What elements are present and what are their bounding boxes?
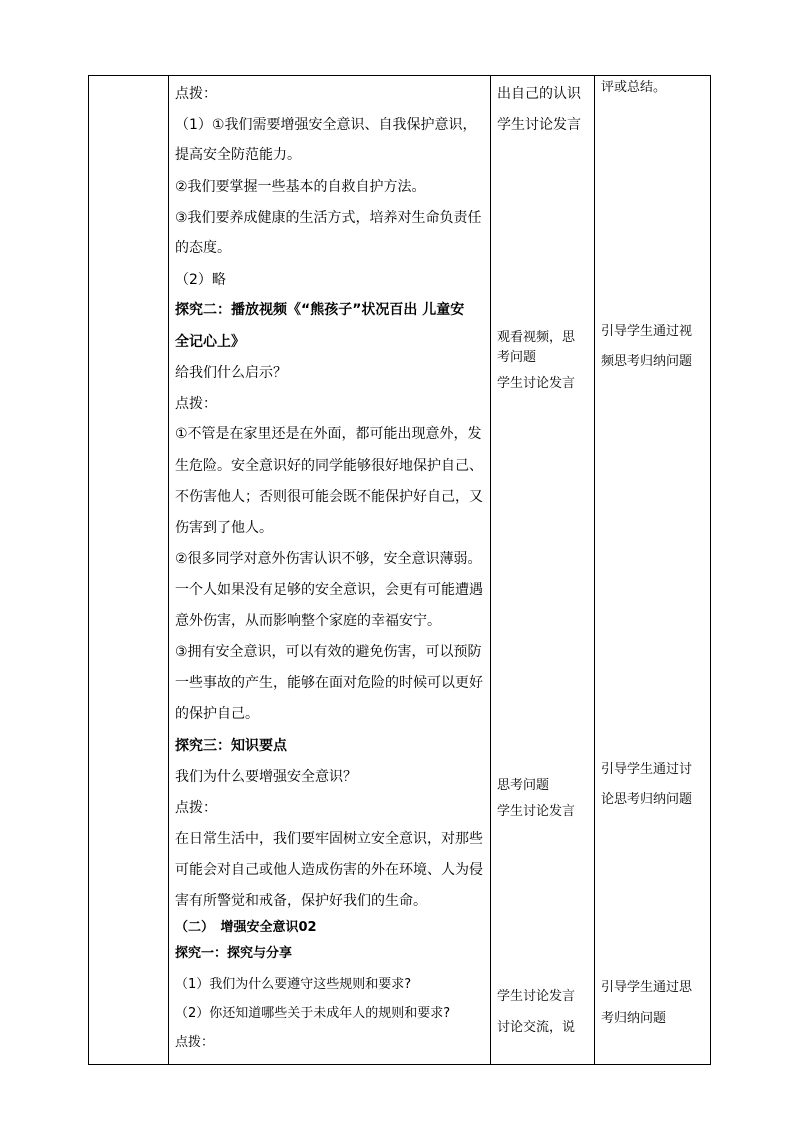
content-line: ③拥有安全意识，可以有效的避免伤害，可以预防 [175,644,482,660]
section-heading: 全记心上》 [175,334,245,350]
content-line: ②我们要掌握一些基本的自救自护方法。 [175,179,426,195]
teaching-content-cell [169,76,491,1065]
section-heading: 探究一：探究与分享 [175,946,293,961]
section-column-cell [89,76,169,1065]
content-line: 的保护自己。 [175,706,259,722]
content-line: （2）略 [175,272,226,288]
intent-line: 引导学生通过视 [601,324,693,339]
table-row [89,76,711,1065]
intent-line: 考归纳问题 [601,1011,667,1026]
content-line: ①不管是在家里还是在外面，都可能出现意外，发 [175,426,482,442]
content-line: 的态度。 [175,240,231,256]
section-heading: （二） 增强安全意识02 [175,920,317,935]
activity-line: 思考问题 [497,778,550,793]
intent-line: 频思考归纳问题 [601,354,693,369]
activity-line: 讨论交流，说 [497,1020,576,1035]
content-line: 提高安全防范能力。 [175,147,301,163]
content-line: 我们为什么要增强安全意识？ [175,769,357,785]
intent-line: 引导学生通过思 [601,980,693,995]
content-line: 给我们什么启示？ [175,365,287,381]
intent-line: 评或总结。 [601,80,667,95]
content-line: 不伤害他人；否则很可能会既不能保护好自己，又 [175,489,483,505]
activity-line: 学生讨论发言 [497,117,581,133]
content-line: ③我们要养成健康的生活方式，培养对生命负责任 [175,210,482,226]
activity-line: 观看视频，思 [497,330,576,345]
section-heading: 探究二：播放视频《“熊孩子”状况百出 儿童安 [175,302,465,318]
activity-line: 学生讨论发言 [497,989,576,1004]
content-line: 点拨： [175,1035,215,1050]
section-heading: 探究三：知识要点 [175,738,287,754]
content-line: ②很多同学对意外伤害认识不够，安全意识薄弱。 [175,551,482,567]
activity-line: 出自己的认识 [497,86,581,102]
activity-line: 学生讨论发言 [497,804,576,819]
content-line: （1）我们为什么要遵守这些规则和要求? [175,977,412,992]
intent-line: 论思考归纳问题 [601,792,693,807]
content-line: 一些事故的产生，能够在面对危险的时候可以更好 [175,675,483,691]
activity-line: 考问题 [497,350,537,365]
activity-line: 学生讨论发言 [497,376,576,391]
content-line: （1）①我们需要增强安全意识、自我保护意识， [175,117,477,133]
content-line: 点拨： [175,396,217,412]
content-line: 害有所警觉和戒备，保护好我们的生命。 [175,893,427,909]
content-line: 点拨： [175,800,217,816]
content-line: 一个人如果没有足够的安全意识，会更有可能遭遇 [175,582,483,598]
content-line: （2）你还知道哪些关于未成年人的规则和要求? [175,1006,451,1021]
intent-line: 引导学生通过讨 [601,762,693,777]
design-intent-cell [595,76,711,1065]
content-line: 点拨： [175,86,217,102]
content-line: 可能会对自己或他人造成伤害的外在环境、人为侵 [175,862,483,878]
lesson-plan-table [88,75,711,1065]
content-line: 生危险。安全意识好的同学能够很好地保护自己、 [175,458,483,474]
student-activity-cell [491,76,595,1065]
content-line: 伤害到了他人。 [175,520,273,536]
content-line: 在日常生活中，我们要牢固树立安全意识，对那些 [175,831,483,847]
content-line: 意外伤害，从而影响整个家庭的幸福安宁。 [175,613,441,629]
